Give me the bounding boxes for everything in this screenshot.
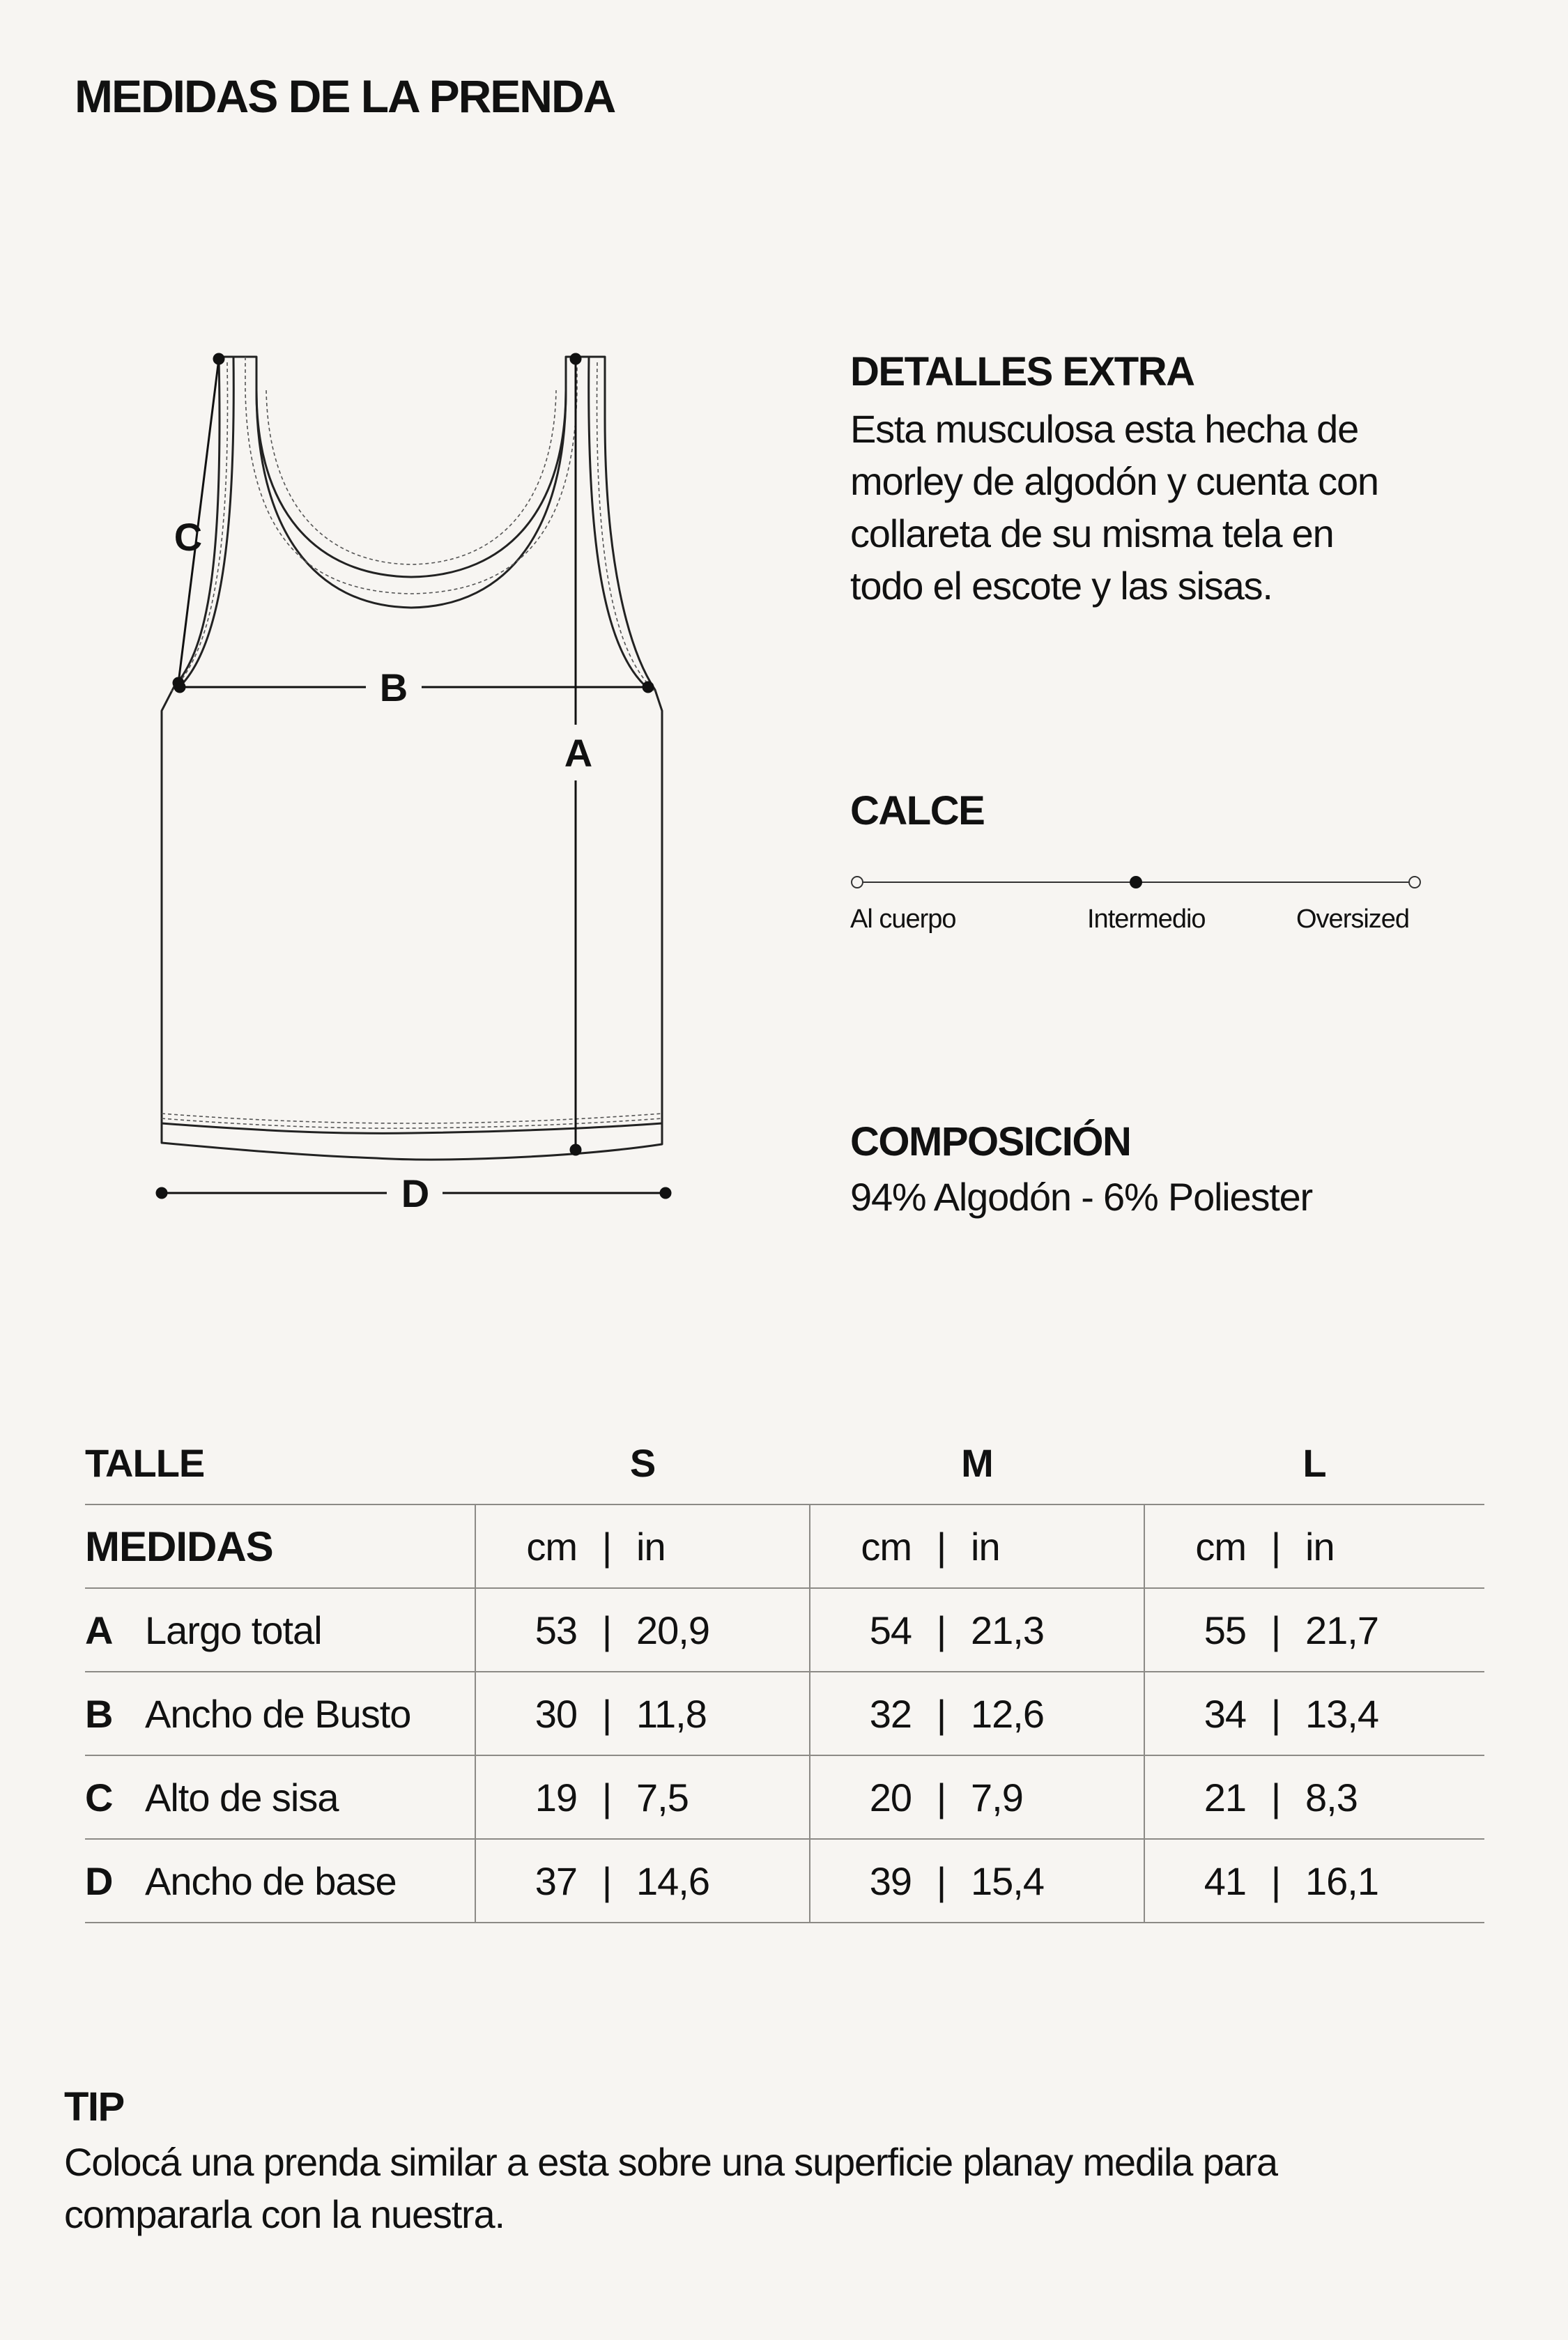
- separator: |: [601, 1608, 612, 1652]
- fit-option-label: Oversized: [1296, 905, 1410, 934]
- separator: |: [601, 1775, 612, 1819]
- value-cm: 41: [1204, 1858, 1246, 1903]
- table-row: [85, 1588, 1484, 1672]
- size-m: M: [961, 1440, 993, 1485]
- value-cm: 20: [869, 1775, 912, 1819]
- unit-cm: cm: [861, 1524, 912, 1569]
- fit-scale: [850, 871, 1429, 934]
- unit-in: in: [1305, 1524, 1335, 1569]
- separator: |: [1270, 1608, 1281, 1652]
- value-in: 13,4: [1305, 1691, 1378, 1736]
- value-in: 15,4: [971, 1858, 1044, 1903]
- separator: |: [1270, 1691, 1281, 1736]
- value-in: 8,3: [1305, 1775, 1358, 1819]
- details-line: collareta de su misma tela en: [850, 511, 1334, 555]
- fit-option-label: Intermedio: [1087, 905, 1206, 934]
- units-row: [85, 1504, 1484, 1588]
- calce-heading: CALCE: [850, 788, 985, 833]
- value-in: 12,6: [971, 1691, 1044, 1736]
- value-in: 21,7: [1305, 1608, 1378, 1652]
- value-in: 7,9: [971, 1775, 1023, 1819]
- tip-line: compararla con la nuestra.: [64, 2192, 505, 2236]
- separator: |: [1270, 1524, 1281, 1569]
- value-cm: 30: [535, 1691, 577, 1736]
- row-letter: D: [85, 1858, 113, 1903]
- fit-option-label: Al cuerpo: [850, 905, 956, 934]
- unit-in: in: [971, 1524, 1000, 1569]
- talle-label: TALLE: [85, 1440, 205, 1485]
- size-s: S: [629, 1440, 656, 1485]
- value-in: 20,9: [636, 1608, 709, 1652]
- label-c: C: [174, 515, 203, 559]
- value-in: 7,5: [636, 1775, 689, 1819]
- value-in: 16,1: [1305, 1858, 1378, 1903]
- label-d: D: [401, 1171, 430, 1215]
- row-name: Largo total: [145, 1608, 322, 1652]
- unit-cm: cm: [1195, 1524, 1246, 1569]
- separator: |: [936, 1691, 946, 1736]
- details-line: todo el escote y las sisas.: [850, 564, 1273, 608]
- separator: |: [936, 1858, 946, 1903]
- separator: |: [1270, 1858, 1281, 1903]
- separator: |: [936, 1775, 946, 1819]
- row-name: Alto de sisa: [145, 1775, 339, 1819]
- size-table: [85, 1422, 1484, 1923]
- size-l: L: [1302, 1440, 1326, 1485]
- composition-heading: COMPOSICIÓN: [850, 1119, 1131, 1164]
- table-row: [85, 1672, 1484, 1755]
- fit-option-marker: [852, 877, 863, 888]
- value-cm: 37: [535, 1858, 577, 1903]
- row-name: Ancho de base: [145, 1858, 397, 1903]
- value-in: 11,8: [636, 1691, 707, 1736]
- separator: |: [601, 1691, 612, 1736]
- tip-text: [64, 2136, 1514, 2240]
- value-cm: 34: [1204, 1691, 1246, 1736]
- separator: |: [936, 1608, 946, 1652]
- details-line: Esta musculosa esta hecha de: [850, 407, 1359, 451]
- garment-diagram: [139, 341, 697, 1226]
- medidas-label: MEDIDAS: [85, 1504, 475, 1588]
- value-cm: 32: [869, 1691, 912, 1736]
- value-cm: 39: [869, 1858, 912, 1903]
- table-row: [85, 1755, 1484, 1839]
- separator: |: [1270, 1775, 1281, 1819]
- value-cm: 19: [535, 1775, 577, 1819]
- unit-in: in: [636, 1524, 666, 1569]
- value-cm: 54: [869, 1608, 912, 1652]
- value-cm: 53: [535, 1608, 577, 1652]
- details-heading: DETALLES EXTRA: [850, 349, 1194, 394]
- separator: |: [601, 1524, 612, 1569]
- separator: |: [936, 1524, 946, 1569]
- label-a: A: [564, 731, 593, 775]
- details-text: [850, 403, 1378, 612]
- label-b: B: [379, 665, 408, 709]
- composition-text: 94% Algodón - 6% Poliester: [850, 1175, 1313, 1219]
- page-title: MEDIDAS DE LA PRENDA: [75, 70, 615, 122]
- value-in: 14,6: [636, 1858, 709, 1903]
- row-letter: A: [85, 1608, 113, 1652]
- table-row: [85, 1839, 1484, 1923]
- value-in: 21,3: [971, 1608, 1044, 1652]
- tip-line: Colocá una prenda similar a esta sobre una superficie planay medila para: [64, 2140, 1277, 2184]
- details-line: morley de algodón y cuenta con: [850, 459, 1378, 503]
- separator: |: [601, 1858, 612, 1903]
- fit-option-marker-selected: [1130, 876, 1142, 888]
- unit-cm: cm: [526, 1524, 577, 1569]
- row-name: Ancho de Busto: [145, 1691, 411, 1736]
- tank-top-illustration: [139, 341, 697, 1226]
- fit-option-marker: [1409, 877, 1420, 888]
- value-cm: 21: [1204, 1775, 1246, 1819]
- row-letter: C: [85, 1775, 113, 1819]
- value-cm: 55: [1204, 1608, 1246, 1652]
- tip-heading: TIP: [64, 2084, 124, 2130]
- row-letter: B: [85, 1691, 113, 1736]
